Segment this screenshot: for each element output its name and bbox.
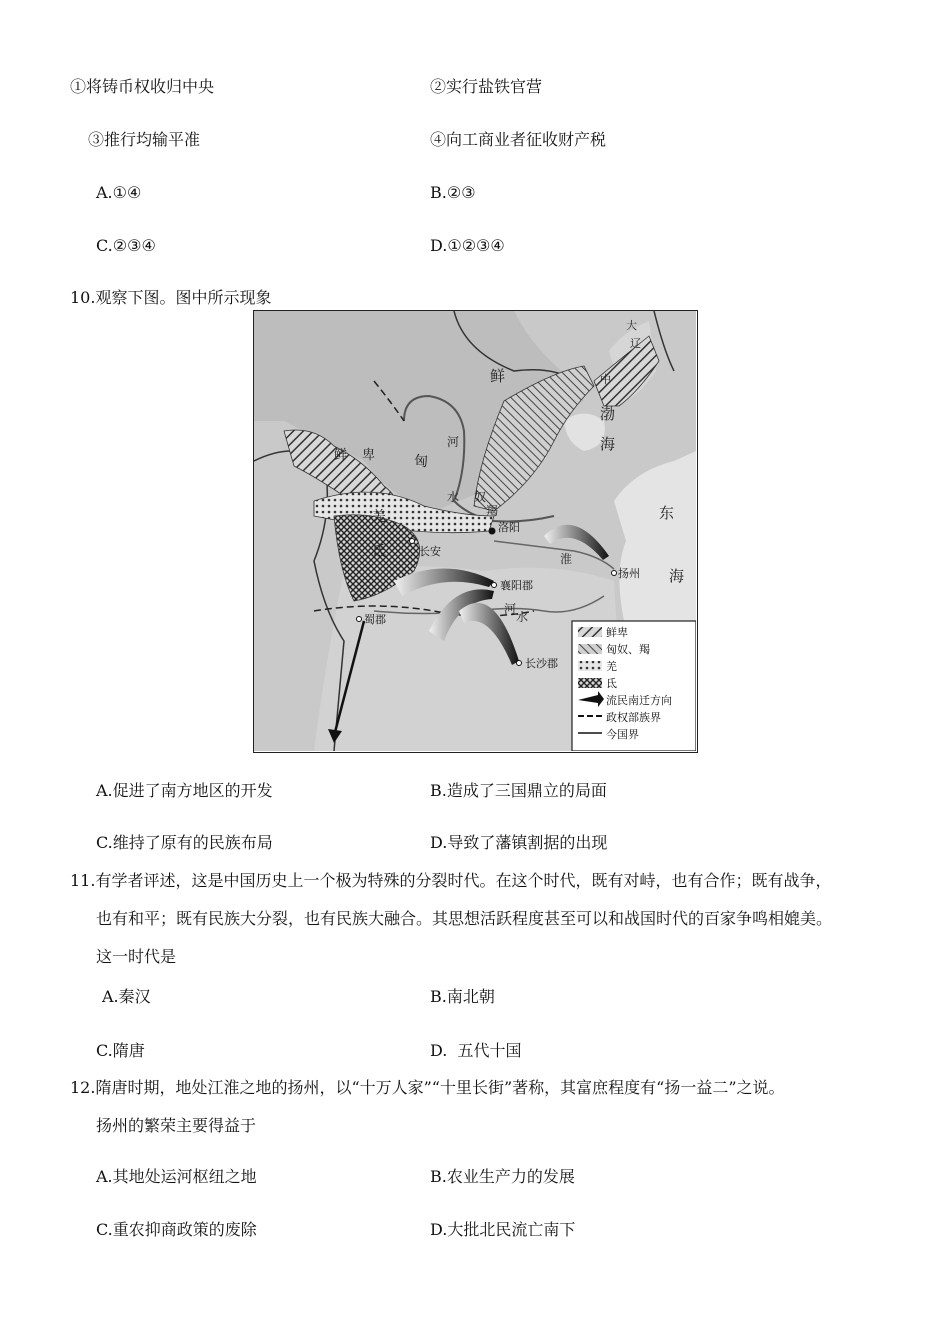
q9-statement-3: ③推行均输平准: [88, 130, 201, 149]
label-he2: 水: [447, 490, 460, 504]
map-legend: [572, 621, 696, 751]
q12-stem-line2: 扬州的繁荣主要得益于: [96, 1116, 257, 1135]
city-shu: 蜀郡: [364, 613, 386, 626]
label-huai1: 淮: [560, 552, 573, 566]
label-qiang: 羌: [372, 509, 386, 525]
legend-di: 氐: [606, 677, 617, 690]
city-changan: 长安: [419, 545, 441, 558]
q11-stem-line3: 这一时代是: [96, 947, 177, 966]
label-xianbei-nw1: 鲜: [334, 448, 348, 463]
q12-option-a: A.其地处运河枢纽之地: [96, 1167, 257, 1186]
q11-option-b: B.南北朝: [430, 987, 495, 1006]
q12-option-d: D.大批北民流亡南下: [430, 1220, 576, 1239]
label-lu2: 辽: [630, 337, 641, 350]
label-lu3: 中: [600, 373, 611, 386]
q9-statement-1: ①将铸币权收归中央: [70, 77, 215, 96]
label-he3: 河: [504, 602, 517, 616]
label-xiongnu2: 奴: [474, 490, 487, 504]
q12-option-b: B.农业生产力的发展: [430, 1167, 575, 1186]
label-dong: 东: [659, 504, 675, 522]
city-luoyang: 洛阳: [498, 521, 520, 534]
q10-option-c: C.维持了原有的民族布局: [96, 833, 273, 852]
label-xiongnu1: 匈: [414, 454, 428, 470]
label-hai: 海: [600, 435, 616, 453]
q10-option-b: B.造成了三国鼎立的局面: [430, 781, 607, 800]
label-di: 氐: [372, 544, 386, 560]
q9-option-c: C.②③④: [96, 236, 156, 255]
q11-stem-line1: 11.有学者评述，这是中国历史上一个极为特殊的分裂时代。在这个时代，既有对峙，也有合作；既有战争，: [70, 871, 832, 890]
label-he1: 河: [447, 435, 460, 449]
legend-political-boundary: 政权部族界: [606, 711, 661, 724]
q10-option-d: D.导致了藩镇割据的出现: [430, 833, 608, 852]
label-xianbei-north: 鲜: [490, 367, 506, 385]
migration-map: [253, 310, 698, 753]
legend-xiongnu-jie: 匈奴、羯: [606, 643, 650, 656]
q9-statement-2: ②实行盐铁官营: [430, 77, 543, 96]
q10-stem: 10.观察下图。图中所示现象: [70, 288, 272, 307]
legend-modern-border: 今国界: [606, 728, 639, 741]
legend-migration: 流民南迁方向: [606, 694, 672, 707]
q9-option-a: A.①④: [96, 183, 142, 202]
q11-stem-line2: 也有和平；既有民族大分裂，也有民族大融合。其思想活跃程度甚至可以和战国时代的百家争鸣相媲美。: [96, 909, 833, 928]
legend-xianbei: 鲜卑: [606, 626, 628, 639]
label-huai2: 水: [516, 610, 529, 624]
city-changsha: 长沙郡: [525, 657, 558, 670]
label-xianbei-nw2: 卑: [362, 448, 376, 463]
q11-option-d: D. 五代十国: [430, 1041, 522, 1060]
city-yangzhou: 扬州: [618, 567, 640, 580]
city-xiangyang: 襄阳郡: [500, 579, 533, 592]
q12-stem-line1: 12.隋唐时期，地处江淮之地的扬州，以“十万人家”“十里长街”著称，其富庶程度有“扬一益二”之说。: [70, 1078, 785, 1097]
label-jie: 羯: [486, 504, 499, 518]
q9-option-b: B.②③: [430, 183, 476, 202]
q11-option-a: A.秦汉: [102, 987, 151, 1006]
legend-qiang: 羌: [606, 660, 617, 673]
q9-statement-4: ④向工商业者征收财产税: [430, 130, 607, 149]
label-hai2: 海: [669, 567, 685, 585]
q9-option-d: D.①②③④: [430, 236, 505, 255]
q11-option-c: C.隋唐: [96, 1041, 145, 1060]
label-lu1: 大: [626, 319, 637, 332]
q12-option-c: C.重农抑商政策的废除: [96, 1220, 257, 1239]
q10-option-a: A.促进了南方地区的开发: [96, 781, 273, 800]
label-bo: 渤: [600, 405, 616, 423]
